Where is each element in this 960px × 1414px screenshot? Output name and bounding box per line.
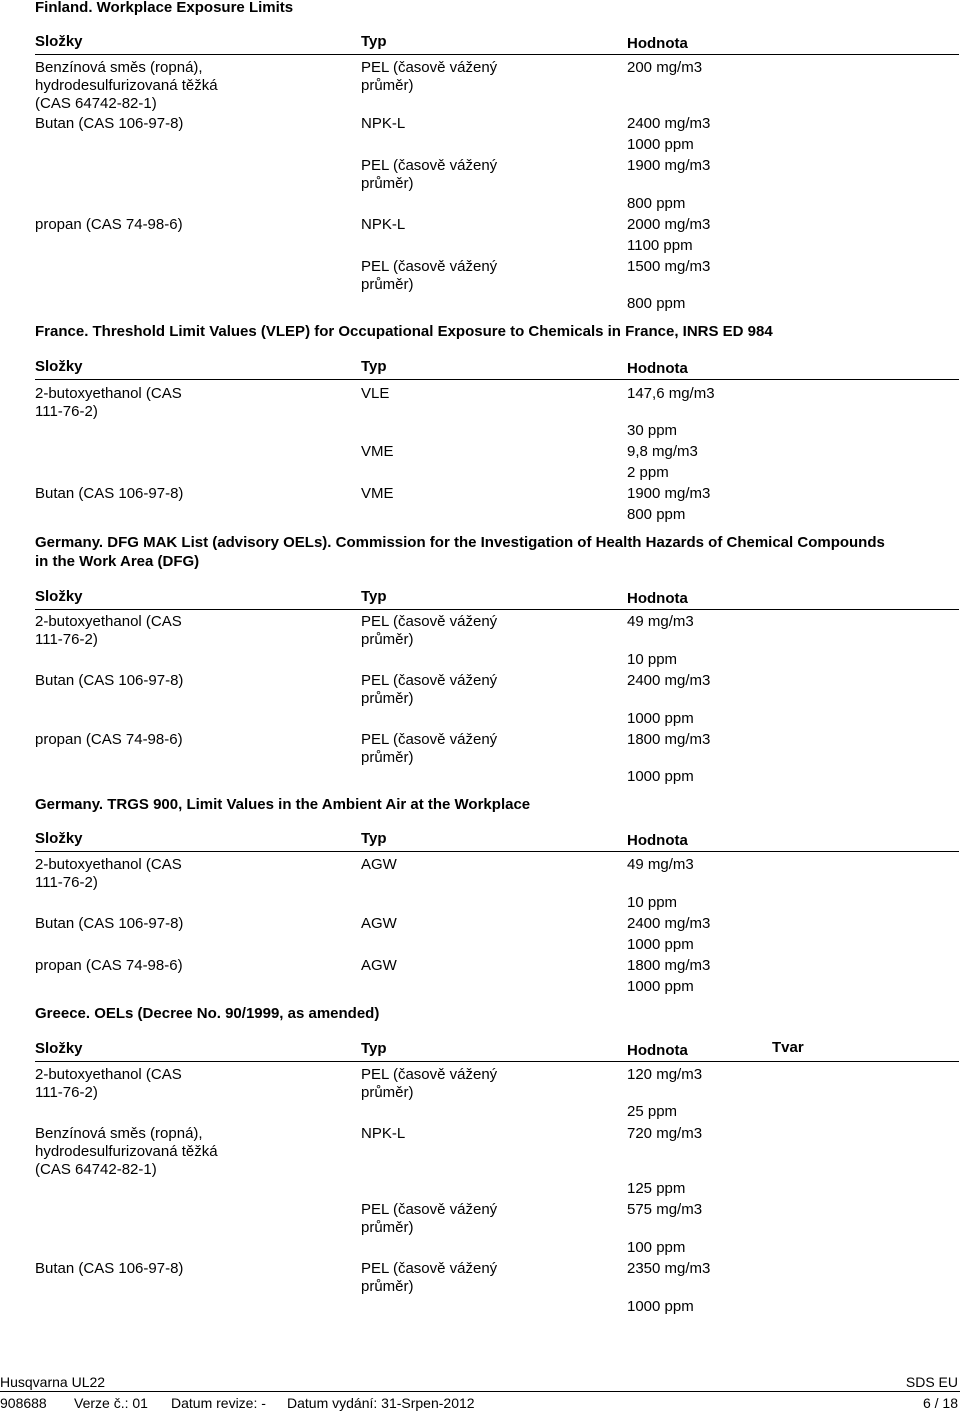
document-number: 908688	[0, 1395, 47, 1411]
limit-value: 1000 ppm	[627, 978, 694, 995]
limit-type: průměr)	[361, 276, 414, 293]
limit-type: VLE	[361, 385, 390, 402]
component-name: propan (CAS 74-98-6)	[35, 957, 183, 974]
limit-type: AGW	[361, 957, 397, 974]
limit-type: PEL (časově vážený	[361, 59, 498, 76]
limit-value: 800 ppm	[627, 295, 686, 312]
limit-value: 575 mg/m3	[627, 1201, 703, 1218]
component-name: hydrodesulfurizovaná těžká	[35, 77, 218, 94]
limit-type: PEL (časově vážený	[361, 157, 498, 174]
component-name: 2-butoxyethanol (CAS	[35, 385, 182, 402]
limit-type: NPK-L	[361, 1125, 406, 1142]
header-value: Hodnota	[627, 1042, 688, 1059]
component-name: propan (CAS 74-98-6)	[35, 216, 183, 233]
limit-type: průměr)	[361, 1219, 414, 1236]
revision-date: Datum revize: -	[171, 1395, 266, 1411]
header-rule	[35, 851, 959, 852]
limit-type: PEL (časově vážený	[361, 613, 498, 630]
component-name: 2-butoxyethanol (CAS	[35, 856, 182, 873]
limit-type: NPK-L	[361, 115, 406, 132]
header-rule	[35, 54, 959, 55]
limit-value: 9,8 mg/m3	[627, 443, 698, 460]
limit-value: 120 mg/m3	[627, 1066, 703, 1083]
component-name: 111-76-2)	[35, 874, 98, 891]
limit-value: 1500 mg/m3	[627, 258, 711, 275]
limit-value: 1900 mg/m3	[627, 157, 711, 174]
limit-value: 2400 mg/m3	[627, 915, 711, 932]
limit-type: PEL (časově vážený	[361, 1066, 498, 1083]
header-type: Typ	[361, 1040, 387, 1057]
section-title: Germany. TRGS 900, Limit Values in the Ambient Air at the Workplace	[35, 796, 531, 813]
footer-rule	[0, 1391, 960, 1392]
limit-type: AGW	[361, 856, 397, 873]
component-name: Butan (CAS 106-97-8)	[35, 485, 184, 502]
limit-value: 30 ppm	[627, 422, 678, 439]
limit-type: PEL (časově vážený	[361, 258, 498, 275]
limit-value: 100 ppm	[627, 1239, 686, 1256]
header-rule	[35, 609, 959, 610]
component-name: 2-butoxyethanol (CAS	[35, 613, 182, 630]
header-value: Hodnota	[627, 590, 688, 607]
header-components: Složky	[35, 33, 83, 50]
header-value: Hodnota	[627, 832, 688, 849]
header-components: Složky	[35, 1040, 83, 1057]
limit-type: AGW	[361, 915, 397, 932]
version: Verze č.: 01	[74, 1395, 148, 1411]
limit-value: 1000 ppm	[627, 768, 694, 785]
limit-type: VME	[361, 485, 394, 502]
header-value: Hodnota	[627, 35, 688, 52]
header-rule	[35, 379, 959, 380]
limit-type: průměr)	[361, 1278, 414, 1295]
limit-type: průměr)	[361, 749, 414, 766]
limit-value: 2400 mg/m3	[627, 115, 711, 132]
section-title: Greece. OELs (Decree No. 90/1999, as amended)	[35, 1005, 380, 1022]
section-title: Germany. DFG MAK List (advisory OELs). Commission for the Investigation of Health Hazards of Chemical Compounds	[35, 534, 885, 551]
section-title: France. Threshold Limit Values (VLEP) for Occupational Exposure to Chemicals in France, INRS ED 984	[35, 323, 773, 340]
component-name: Butan (CAS 106-97-8)	[35, 115, 184, 132]
limit-value: 25 ppm	[627, 1103, 678, 1120]
limit-value: 125 ppm	[627, 1180, 686, 1197]
limit-value: 1000 ppm	[627, 136, 694, 153]
component-name: Butan (CAS 106-97-8)	[35, 915, 184, 932]
limit-value: 1100 ppm	[627, 237, 693, 254]
limit-type: průměr)	[361, 175, 414, 192]
component-name: propan (CAS 74-98-6)	[35, 731, 183, 748]
issue-date: Datum vydání: 31-Srpen-2012	[287, 1395, 475, 1411]
limit-type: PEL (časově vážený	[361, 1201, 498, 1218]
header-components: Složky	[35, 358, 83, 375]
limit-value: 2000 mg/m3	[627, 216, 711, 233]
section-title: Finland. Workplace Exposure Limits	[35, 0, 294, 16]
limit-value: 2 ppm	[627, 464, 669, 481]
limit-value: 10 ppm	[627, 651, 678, 668]
component-name: 2-butoxyethanol (CAS	[35, 1066, 182, 1083]
limit-value: 1000 ppm	[627, 1298, 694, 1315]
limit-value: 1000 ppm	[627, 936, 694, 953]
limit-type: průměr)	[361, 631, 414, 648]
limit-type: PEL (časově vážený	[361, 731, 498, 748]
limit-value: 1900 mg/m3	[627, 485, 711, 502]
component-name: (CAS 64742-82-1)	[35, 1161, 157, 1178]
component-name: hydrodesulfurizovaná těžká	[35, 1143, 218, 1160]
header-value: Hodnota	[627, 360, 688, 377]
limit-type: VME	[361, 443, 394, 460]
limit-type: průměr)	[361, 690, 414, 707]
limit-value: 200 mg/m3	[627, 59, 703, 76]
limit-value: 1800 mg/m3	[627, 957, 711, 974]
component-name: 111-76-2)	[35, 1084, 98, 1101]
header-type: Typ	[361, 830, 387, 847]
component-name: Butan (CAS 106-97-8)	[35, 1260, 184, 1277]
limit-value: 1000 ppm	[627, 710, 694, 727]
limit-value: 800 ppm	[627, 506, 686, 523]
limit-value: 49 mg/m3	[627, 856, 694, 873]
component-name: 111-76-2)	[35, 631, 98, 648]
limit-value: 49 mg/m3	[627, 613, 694, 630]
component-name: Butan (CAS 106-97-8)	[35, 672, 184, 689]
header-type: Typ	[361, 588, 387, 605]
limit-type: PEL (časově vážený	[361, 1260, 498, 1277]
limit-value: 147,6 mg/m3	[627, 385, 715, 402]
component-name: (CAS 64742-82-1)	[35, 95, 157, 112]
section-title: in the Work Area (DFG)	[35, 553, 200, 570]
limit-value: 2400 mg/m3	[627, 672, 711, 689]
limit-value: 1800 mg/m3	[627, 731, 711, 748]
limit-value: 2350 mg/m3	[627, 1260, 711, 1277]
limit-type: průměr)	[361, 1084, 414, 1101]
header-type: Typ	[361, 33, 387, 50]
component-name: 111-76-2)	[35, 403, 98, 420]
component-name: Benzínová směs (ropná),	[35, 1125, 203, 1142]
header-rule	[35, 1061, 959, 1062]
header-form: Tvar	[772, 1039, 804, 1056]
limit-value: 10 ppm	[627, 894, 678, 911]
header-components: Složky	[35, 588, 83, 605]
limit-type: PEL (časově vážený	[361, 672, 498, 689]
limit-type: průměr)	[361, 77, 414, 94]
limit-value: 720 mg/m3	[627, 1125, 703, 1142]
product-name: Husqvarna UL22	[0, 1374, 106, 1390]
page-number: 6 / 18	[922, 1395, 958, 1411]
component-name: Benzínová směs (ropná),	[35, 59, 203, 76]
header-type: Typ	[361, 358, 387, 375]
limit-type: NPK-L	[361, 216, 406, 233]
limit-value: 800 ppm	[627, 195, 686, 212]
header-components: Složky	[35, 830, 83, 847]
document-type: SDS EU	[905, 1374, 958, 1390]
